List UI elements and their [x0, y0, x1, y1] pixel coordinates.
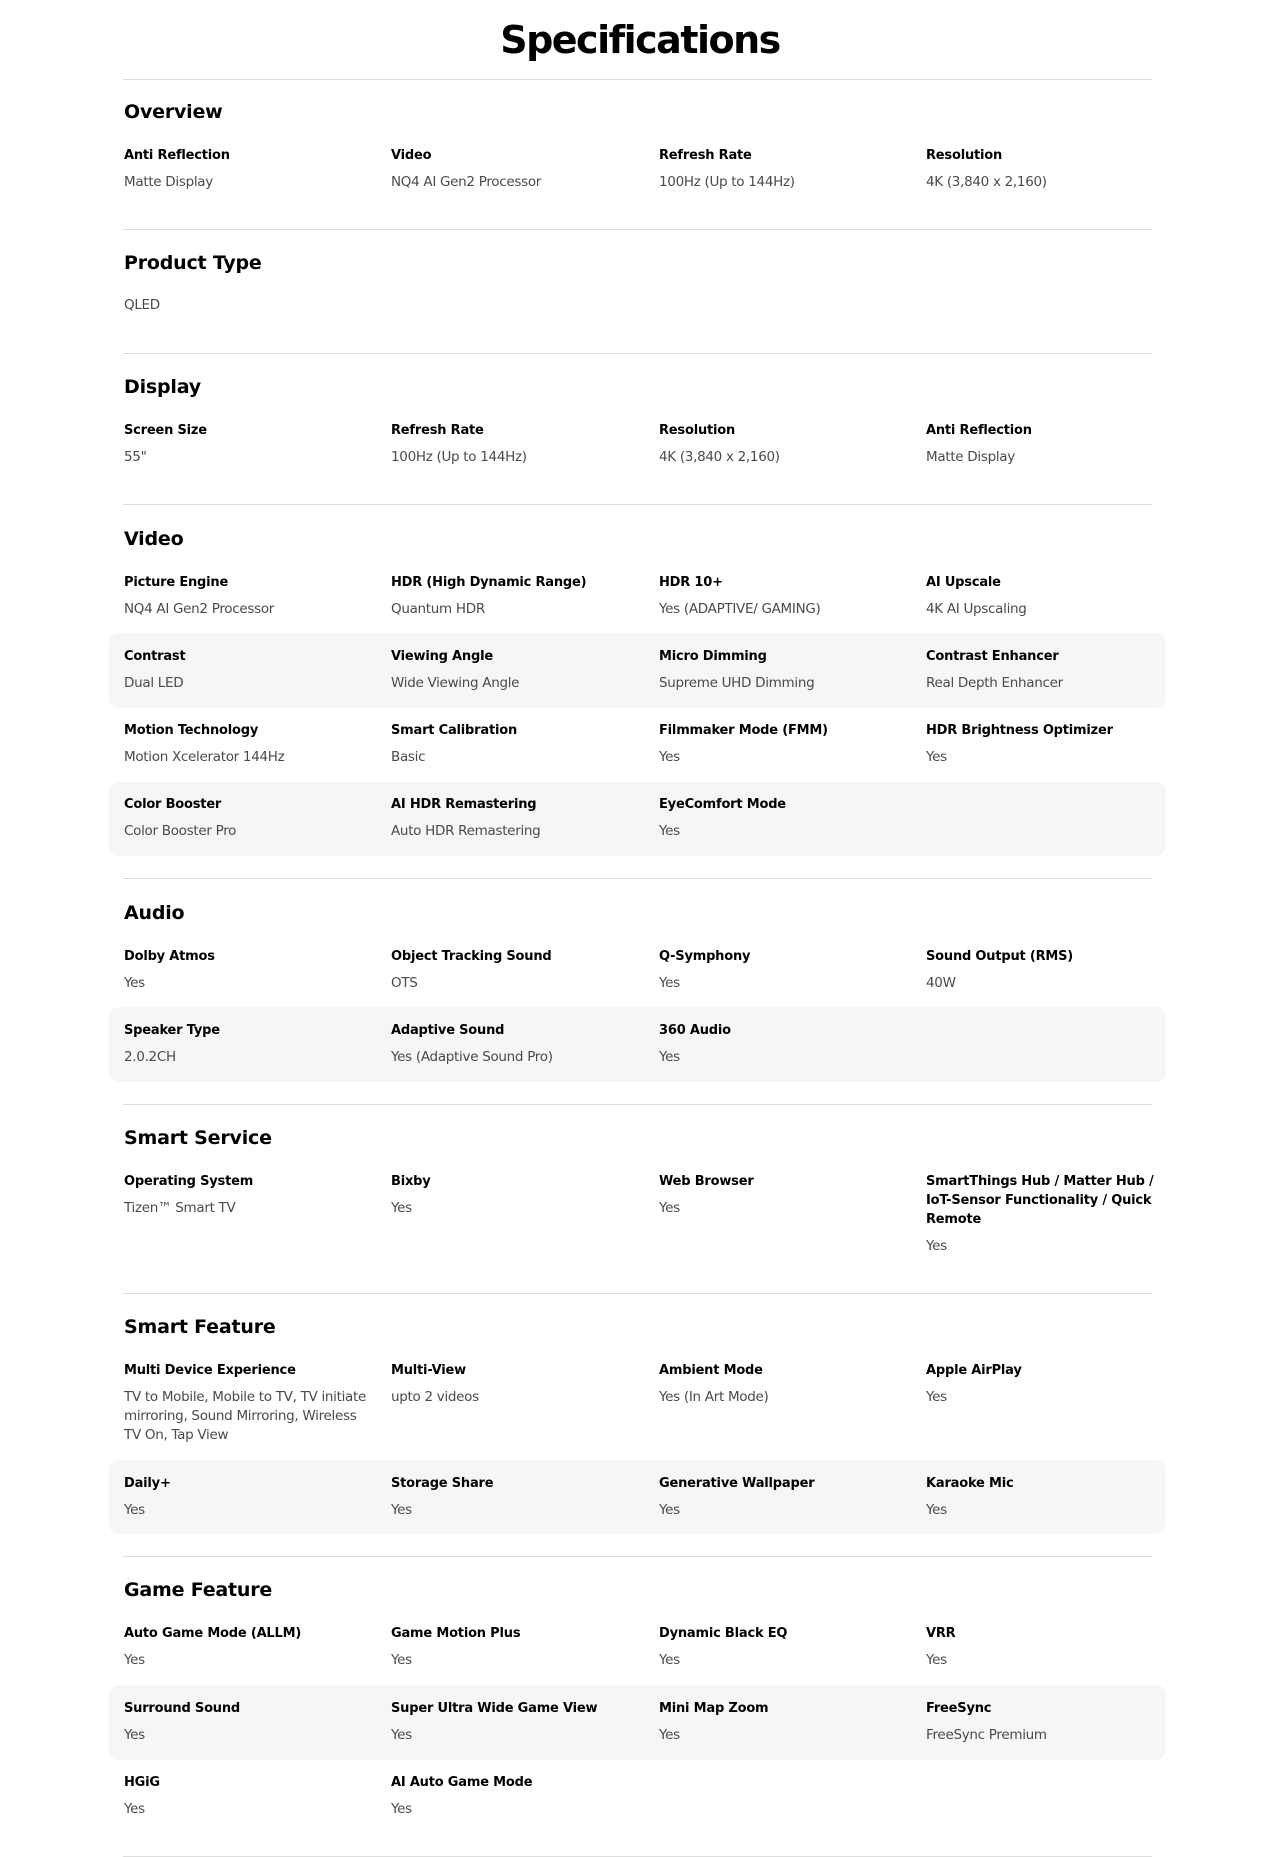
spec-item [659, 947, 903, 993]
spec-value: Yes [391, 1652, 412, 1668]
spec-value: Yes [391, 1502, 412, 1518]
section-title: Display [124, 376, 201, 398]
spec-value: Yes [659, 749, 680, 765]
spec-item [659, 1021, 903, 1067]
spec-label: Operating System [124, 1174, 254, 1189]
spec-label: Mini Map Zoom [659, 1701, 769, 1716]
spec-label: Karaoke Mic [926, 1476, 1014, 1491]
spec-item [926, 421, 1170, 467]
spec-label: Filmmaker Mode (FMM) [659, 723, 828, 738]
spec-label: Picture Engine [124, 575, 229, 590]
spec-value: Yes [124, 1801, 145, 1817]
section-title: Smart Service [124, 1127, 272, 1149]
spec-label: Multi Device Experience [124, 1363, 296, 1378]
spec-value: TV to Mobile, Mobile to TV, TV initiate mirroring, Sound Mirroring, Wireless TV On, Tap View [124, 1389, 367, 1443]
spec-value: 4K (3,840 x 2,160) [659, 449, 780, 465]
spec-item [391, 1361, 635, 1407]
spec-value: Motion Xcelerator 144Hz [124, 749, 285, 765]
spec-label: Anti Reflection [926, 423, 1032, 438]
spec-label: Resolution [659, 423, 736, 438]
spec-item [391, 721, 635, 767]
spec-label: Q-Symphony [659, 949, 751, 964]
spec-value: Yes [124, 1652, 145, 1668]
section-title: Game Feature [124, 1579, 273, 1601]
spec-value: NQ4 AI Gen2 Processor [391, 174, 542, 190]
spec-label: Anti Reflection [124, 148, 230, 163]
spec-item [926, 647, 1170, 693]
spec-item [391, 1021, 635, 1067]
spec-value: FreeSync Premium [926, 1727, 1047, 1743]
spec-label: Smart Calibration [391, 723, 518, 738]
spec-label: AI HDR Remastering [391, 797, 537, 812]
spec-value: Yes (In Art Mode) [659, 1389, 769, 1405]
spec-item [926, 573, 1170, 619]
spec-label: Ambient Mode [659, 1363, 763, 1378]
spec-label: AI Auto Game Mode [391, 1775, 533, 1790]
spec-item [926, 1361, 1170, 1407]
spec-value: Yes [926, 1238, 947, 1254]
spec-item [659, 647, 903, 693]
spec-value: Yes [926, 1502, 947, 1518]
spec-value: 40W [926, 975, 956, 991]
spec-label: VRR [926, 1626, 956, 1641]
spec-label: Dolby Atmos [124, 949, 215, 964]
spec-item [659, 1699, 903, 1745]
spec-label: Bixby [391, 1174, 431, 1189]
spec-value: Matte Display [124, 174, 213, 190]
divider [123, 878, 1152, 879]
spec-item [391, 1172, 635, 1218]
spec-item [124, 947, 368, 993]
spec-label: Auto Game Mode (ALLM) [124, 1626, 302, 1641]
spec-label: Object Tracking Sound [391, 949, 552, 964]
spec-value: Basic [391, 749, 426, 765]
spec-item [124, 1172, 368, 1218]
spec-item [124, 146, 368, 192]
spec-value: Yes [659, 823, 680, 839]
section-title: Overview [124, 101, 223, 123]
spec-value: Yes [124, 975, 145, 991]
spec-label: Refresh Rate [659, 148, 752, 163]
spec-item [124, 647, 368, 693]
spec-value: upto 2 videos [391, 1389, 479, 1405]
spec-item [391, 573, 635, 619]
spec-value: Yes [926, 1389, 947, 1405]
spec-value: Yes [926, 749, 947, 765]
spec-value: Matte Display [926, 449, 1015, 465]
spec-label: Generative Wallpaper [659, 1476, 815, 1491]
spec-item [391, 1773, 635, 1819]
spec-item [926, 1474, 1170, 1520]
divider [123, 1556, 1152, 1557]
spec-value: 100Hz (Up to 144Hz) [659, 174, 795, 190]
spec-label: Refresh Rate [391, 423, 484, 438]
spec-value: Tizen™ Smart TV [124, 1200, 236, 1216]
spec-item [124, 1699, 368, 1745]
spec-label: Game Motion Plus [391, 1626, 521, 1641]
spec-label: AI Upscale [926, 575, 1001, 590]
spec-label: Web Browser [659, 1174, 754, 1189]
spec-item [124, 573, 368, 619]
spec-label: Motion Technology [124, 723, 259, 738]
spec-label: Screen Size [124, 423, 207, 438]
spec-label: Multi-View [391, 1363, 466, 1378]
spec-item [124, 1773, 368, 1819]
spec-item [124, 1474, 368, 1520]
spec-value: 55" [124, 449, 147, 465]
spec-item [124, 721, 368, 767]
page-title: Specifications [500, 18, 780, 62]
spec-item [391, 146, 635, 192]
divider [123, 1293, 1152, 1294]
spec-value: Dual LED [124, 675, 184, 691]
spec-item [124, 1624, 368, 1670]
section-title: Video [124, 528, 184, 550]
spec-item [391, 421, 635, 467]
spec-label: Storage Share [391, 1476, 494, 1491]
divider [123, 1104, 1152, 1105]
spec-item [391, 1699, 635, 1745]
spec-label: Speaker Type [124, 1023, 220, 1038]
spec-item [391, 1474, 635, 1520]
spec-item [659, 146, 903, 192]
spec-item [391, 795, 635, 841]
spec-label: Color Booster [124, 797, 222, 812]
spec-value: Supreme UHD Dimming [659, 675, 815, 691]
spec-label: EyeComfort Mode [659, 797, 786, 812]
spec-value: Yes [659, 1502, 680, 1518]
spec-item [391, 947, 635, 993]
spec-label: Sound Output (RMS) [926, 949, 1074, 964]
spec-item [926, 1624, 1170, 1670]
spec-value: Yes [659, 1049, 680, 1065]
spec-value: Yes (Adaptive Sound Pro) [391, 1049, 553, 1065]
spec-value: OTS [391, 975, 418, 991]
spec-label: Micro Dimming [659, 649, 767, 664]
spec-label: Apple AirPlay [926, 1363, 1022, 1378]
spec-value: Auto HDR Remastering [391, 823, 541, 839]
divider [123, 353, 1152, 354]
spec-value: 4K AI Upscaling [926, 601, 1027, 617]
spec-item [391, 647, 635, 693]
spec-item [124, 795, 368, 841]
spec-value: Yes [659, 1652, 680, 1668]
spec-value: Color Booster Pro [124, 823, 237, 839]
spec-value: 4K (3,840 x 2,160) [926, 174, 1047, 190]
spec-label: 360 Audio [659, 1023, 731, 1038]
spec-value: Yes [659, 1727, 680, 1743]
spec-label: Resolution [926, 148, 1003, 163]
spec-label: Contrast Enhancer [926, 649, 1059, 664]
spec-value: Yes [124, 1502, 145, 1518]
spec-label: Surround Sound [124, 1701, 241, 1716]
spec-item [926, 721, 1170, 767]
spec-label: HDR Brightness Optimizer [926, 723, 1113, 738]
spec-value: Yes [124, 1727, 145, 1743]
spec-value: Yes [926, 1652, 947, 1668]
spec-item [124, 296, 368, 315]
spec-item [659, 1474, 903, 1520]
spec-value: Yes [391, 1801, 412, 1817]
spec-item [659, 721, 903, 767]
spec-label: Super Ultra Wide Game View [391, 1701, 598, 1716]
spec-item [926, 146, 1170, 192]
spec-item [391, 1624, 635, 1670]
spec-label: Video [391, 148, 432, 163]
spec-label: Viewing Angle [391, 649, 493, 664]
spec-label: HGiG [124, 1775, 160, 1790]
spec-value: Real Depth Enhancer [926, 675, 1063, 691]
divider [123, 504, 1152, 505]
spec-item [659, 421, 903, 467]
spec-value: Yes [391, 1200, 412, 1216]
section-title: Audio [124, 902, 185, 924]
spec-label: SmartThings Hub / Matter Hub / IoT-Sensor Functionality / Quick Remote [926, 1174, 1154, 1227]
spec-item [659, 1361, 903, 1407]
spec-value: Yes [391, 1727, 412, 1743]
spec-value: Yes [659, 1200, 680, 1216]
spec-item [926, 947, 1170, 993]
spec-item [926, 1699, 1170, 1745]
spec-item [124, 1021, 368, 1067]
spec-label: Adaptive Sound [391, 1023, 505, 1038]
spec-item [659, 1172, 903, 1218]
spec-item [926, 1172, 1170, 1256]
spec-label: Dynamic Black EQ [659, 1626, 788, 1641]
section-title: Smart Feature [124, 1316, 276, 1338]
spec-value: 100Hz (Up to 144Hz) [391, 449, 527, 465]
spec-label: HDR (High Dynamic Range) [391, 575, 587, 590]
spec-item [659, 1624, 903, 1670]
spec-label: HDR 10+ [659, 575, 723, 590]
spec-label: Contrast [124, 649, 186, 664]
spec-label: FreeSync [926, 1701, 992, 1716]
divider [123, 229, 1152, 230]
spec-value: QLED [124, 297, 160, 313]
spec-value: Yes [659, 975, 680, 991]
spec-value: 2.0.2CH [124, 1049, 176, 1065]
spec-value: Wide Viewing Angle [391, 675, 520, 691]
spec-item [659, 573, 903, 619]
spec-label: Daily+ [124, 1476, 171, 1491]
divider [123, 79, 1152, 80]
spec-item [124, 421, 368, 467]
spec-value: Quantum HDR [391, 601, 485, 617]
section-title: Product Type [124, 252, 262, 274]
spec-value: NQ4 AI Gen2 Processor [124, 601, 275, 617]
spec-item [124, 1361, 368, 1445]
spec-value: Yes (ADAPTIVE/ GAMING) [659, 601, 821, 617]
spec-item [659, 795, 903, 841]
